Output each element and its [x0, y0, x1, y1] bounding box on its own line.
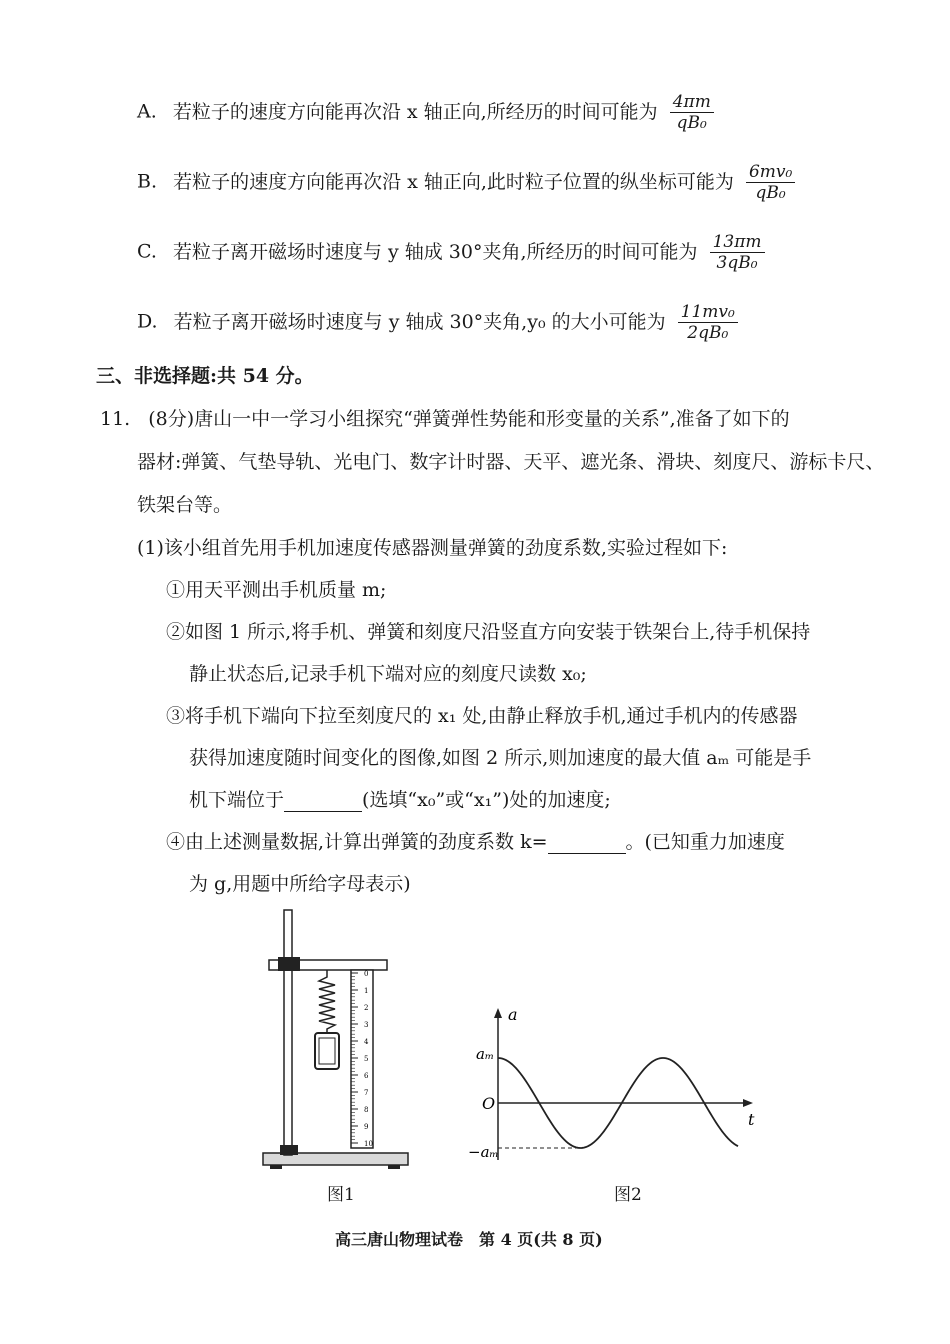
section-title: 三、非选择题:共 54 分。 — [96, 365, 314, 387]
option-c-fraction: $\frac{13\pi m}{\text{3qB₀}}$ — [710, 232, 765, 273]
step4-post: 。(已知重力加速度 — [625, 831, 785, 853]
rod-clamp-bottom — [280, 1145, 298, 1155]
q11-step2b: 静止状态后,记录手机下端对应的刻度尺读数 x₀; — [189, 663, 587, 685]
option-c-text: 若粒子离开磁场时速度与 y 轴成 30°夹角,所经历的时间可能为 — [172, 240, 698, 263]
figure1-diagram — [255, 905, 420, 1175]
answer-blank-1[interactable] — [284, 793, 362, 812]
q11-step1: ①用天平测出手机质量 m; — [166, 579, 387, 601]
option-b-text: 若粒子的速度方向能再次沿 x 轴正向,此时粒子位置的纵坐标可能为 — [173, 170, 734, 193]
figure1-caption: 图1 — [327, 1185, 355, 1205]
y-axis-arrow — [494, 1008, 502, 1018]
ruler-tick-label: 4 — [364, 1038, 369, 1046]
ruler-tick-label: 0 — [364, 970, 369, 978]
q11-number: 11. — [100, 408, 131, 430]
page-footer: 高三唐山物理试卷 第 4 页(共 8 页) — [335, 1230, 603, 1249]
ruler-tick-label: 5 — [364, 1055, 369, 1063]
option-a-fraction: $\frac{4\pi m}{\text{qB₀}}$ — [670, 92, 714, 133]
q11-line2: 器材:弹簧、气垫导轨、光电门、数字计时器、天平、遮光条、滑块、刻度尺、游标卡尺、 — [137, 451, 885, 473]
option-c-label: C. — [137, 240, 157, 263]
q11-part1: (1)该小组首先用手机加速度传感器测量弹簧的劲度系数,实验过程如下: — [137, 537, 728, 559]
am-label: aₘ — [476, 1045, 495, 1063]
stand-rod — [284, 910, 292, 1155]
ruler-tick-label: 2 — [364, 1004, 369, 1012]
q11-line3: 铁架台等。 — [137, 494, 233, 516]
q11-step2a: ②如图 1 所示,将手机、弹簧和刻度尺沿竖直方向安装于铁架台上,待手机保持 — [166, 621, 811, 643]
ruler-tick-label: 1 — [364, 987, 369, 995]
answer-blank-2[interactable] — [548, 835, 626, 854]
ruler-tick-label: 10 — [364, 1140, 373, 1148]
spring — [319, 970, 335, 1033]
figure2-caption: 图2 — [614, 1185, 642, 1205]
origin-label: O — [482, 1094, 496, 1113]
y-axis-label: a — [508, 1005, 518, 1024]
neg-am-label: −aₘ — [468, 1143, 499, 1161]
option-c — [137, 232, 765, 273]
option-d-label: D. — [137, 310, 158, 333]
figure2-graph — [468, 1005, 768, 1165]
option-d — [137, 302, 738, 343]
base-foot-left — [270, 1165, 282, 1169]
q11-intro: (8分)唐山一中一学习小组探究“弹簧弹性势能和形变量的关系”,准备了如下的 — [148, 408, 790, 430]
step3c-pre: 机下端位于 — [189, 789, 285, 811]
x-axis-arrow — [743, 1099, 753, 1107]
ruler-tick-label: 7 — [364, 1089, 369, 1097]
option-b-label: B. — [137, 170, 158, 193]
ruler-tick-label: 9 — [364, 1123, 369, 1131]
q11-step3c — [189, 788, 611, 812]
option-b-fraction: $\frac{\text{6mv₀}}{\text{qB₀}}$ — [746, 162, 795, 203]
base-foot-right — [388, 1165, 400, 1169]
ruler-tick-label: 6 — [364, 1072, 369, 1080]
q11-step3b: 获得加速度随时间变化的图像,如图 2 所示,则加速度的最大值 aₘ 可能是手 — [189, 747, 812, 769]
q11-step4 — [166, 830, 785, 854]
q11-line1 — [100, 407, 790, 431]
option-a — [137, 92, 714, 133]
arm-clamp — [278, 957, 300, 971]
ruler-tick-label: 3 — [364, 1021, 369, 1029]
option-b — [137, 162, 795, 203]
step3c-post: (选填“x₀”或“x₁”)处的加速度; — [362, 789, 611, 811]
q11-step4b: 为 g,用题中所给字母表示) — [189, 873, 411, 895]
option-a-label: A. — [137, 100, 157, 123]
q11-step3a: ③将手机下端向下拉至刻度尺的 x₁ 处,由静止释放手机,通过手机内的传感器 — [166, 705, 798, 727]
ruler-tick-label: 8 — [364, 1106, 369, 1114]
option-d-fraction: $\frac{\text{11mv₀}}{\text{2qB₀}}$ — [678, 302, 738, 343]
step4-pre: ④由上述测量数据,计算出弹簧的劲度系数 k= — [166, 831, 548, 853]
option-d-text: 若粒子离开磁场时速度与 y 轴成 30°夹角,y₀ 的大小可能为 — [173, 310, 666, 333]
option-a-text: 若粒子的速度方向能再次沿 x 轴正向,所经历的时间可能为 — [172, 100, 658, 123]
x-axis-label: t — [748, 1110, 755, 1129]
